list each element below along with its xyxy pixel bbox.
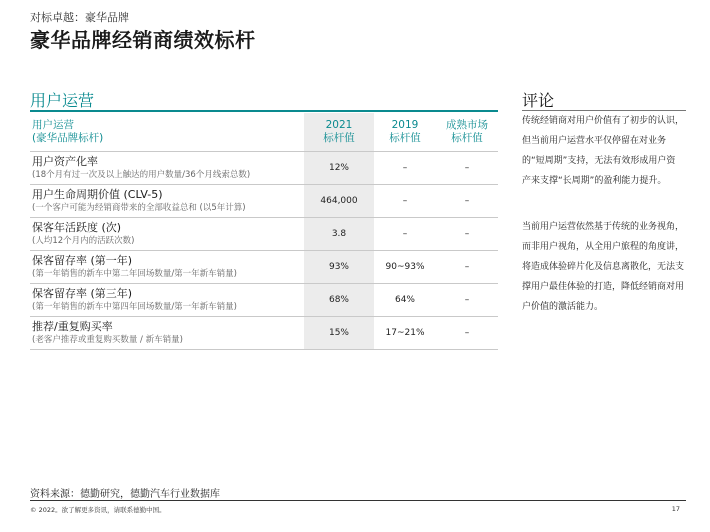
- table-header-row: [30, 113, 498, 152]
- metric-name: 保客年活跃度 (次): [32, 221, 122, 234]
- header-metric-line1: 用户运营: [32, 119, 74, 131]
- header-2019: [374, 113, 436, 152]
- table-row: [30, 185, 498, 218]
- page-number: 17: [671, 505, 680, 513]
- value-2019: –: [374, 185, 436, 218]
- value-mature-market: –: [436, 218, 498, 251]
- benchmark-table: [30, 113, 498, 350]
- header-2021-label: 标杆值: [323, 132, 355, 144]
- value-2019: –: [374, 218, 436, 251]
- value-mature-market: –: [436, 284, 498, 317]
- value-2019: 90~93%: [374, 251, 436, 284]
- table-row: [30, 251, 498, 284]
- table-row: [30, 284, 498, 317]
- value-2021: 15%: [304, 317, 374, 350]
- header-metric: [30, 113, 304, 152]
- table-row: [30, 218, 498, 251]
- table-row: [30, 152, 498, 185]
- metric-description: (老客户推荐或重复购买数量 / 新车销量): [32, 335, 183, 345]
- metric-name: 推荐/重复购买率: [32, 320, 113, 333]
- metric-description: (第一年销售的新车中第四年回场数量/第一年新车销量): [32, 302, 237, 312]
- commentary-title: 评论: [522, 91, 555, 110]
- value-mature-market: –: [436, 152, 498, 185]
- page-title: 豪华品牌经销商绩效标杆: [30, 28, 256, 52]
- value-mature-market: –: [436, 317, 498, 350]
- metric-cell: [30, 218, 304, 251]
- section-divider: [30, 110, 498, 112]
- value-2019: 64%: [374, 284, 436, 317]
- metric-cell: [30, 317, 304, 350]
- header-2021: [304, 113, 374, 152]
- value-2021: 3.8: [304, 218, 374, 251]
- metric-description: (一个客户可能为经销商带来的全部收益总和 (以5年计算): [32, 203, 246, 213]
- header-mature-line1: 成熟市场: [446, 119, 488, 131]
- header-metric-line2: (豪华品牌标杆): [32, 132, 104, 144]
- value-2021: 12%: [304, 152, 374, 185]
- value-2019: 17~21%: [374, 317, 436, 350]
- value-2021: 464,000: [304, 185, 374, 218]
- header-2021-year: 2021: [325, 119, 353, 131]
- value-2019: –: [374, 152, 436, 185]
- eyebrow-label: 对标卓越：豪华品牌: [30, 11, 129, 24]
- copyright-notice: © 2022。欲了解更多资讯，请联系德勤中国。: [30, 506, 166, 514]
- commentary-paragraph-1: 传统经销商对用户价值有了初步的认识，但当前用户运营水平仅停留在对业务的“短周期”支持，无法有效形成用户资产来支撑“长周期”的盈利能力提升。: [522, 116, 685, 186]
- metric-name: 用户资产化率: [32, 155, 98, 168]
- metric-name: 保客留存率 (第三年): [32, 287, 133, 300]
- metric-cell: [30, 185, 304, 218]
- metric-cell: [30, 152, 304, 185]
- value-mature-market: –: [436, 185, 498, 218]
- metric-name: 用户生命周期价值 (CLV-5): [32, 188, 163, 201]
- value-mature-market: –: [436, 251, 498, 284]
- metric-name: 保客留存率 (第一年): [32, 254, 133, 267]
- value-2021: 68%: [304, 284, 374, 317]
- metric-description: (人均12个月内的活跃次数): [32, 236, 135, 246]
- commentary-paragraph-2: 当前用户运营依然基于传统的业务视角，而非用户视角，从全用户旅程的角度讲，将造成体验碎片化及信息离散化，无法支撑用户最佳体验的打造，降低经销商对用户价值的激活能力。: [522, 222, 685, 312]
- metric-description: (第一年销售的新车中第二年回场数量/第一年新车销量): [32, 269, 237, 279]
- section-title: 用户运营: [30, 91, 95, 110]
- metric-cell: [30, 284, 304, 317]
- metric-cell: [30, 251, 304, 284]
- value-2021: 93%: [304, 251, 374, 284]
- metric-description: (18个月有过一次及以上触达的用户数量/36个月线索总数): [32, 170, 251, 180]
- header-mature-line2: 标杆值: [451, 132, 483, 144]
- footer-divider: [30, 500, 686, 501]
- header-2019-label: 标杆值: [389, 132, 421, 144]
- header-mature-market: [436, 113, 498, 152]
- table-row: [30, 317, 498, 350]
- header-2019-year: 2019: [391, 119, 419, 131]
- source-note: 资料来源：德勤研究，德勤汽车行业数据库: [30, 489, 220, 500]
